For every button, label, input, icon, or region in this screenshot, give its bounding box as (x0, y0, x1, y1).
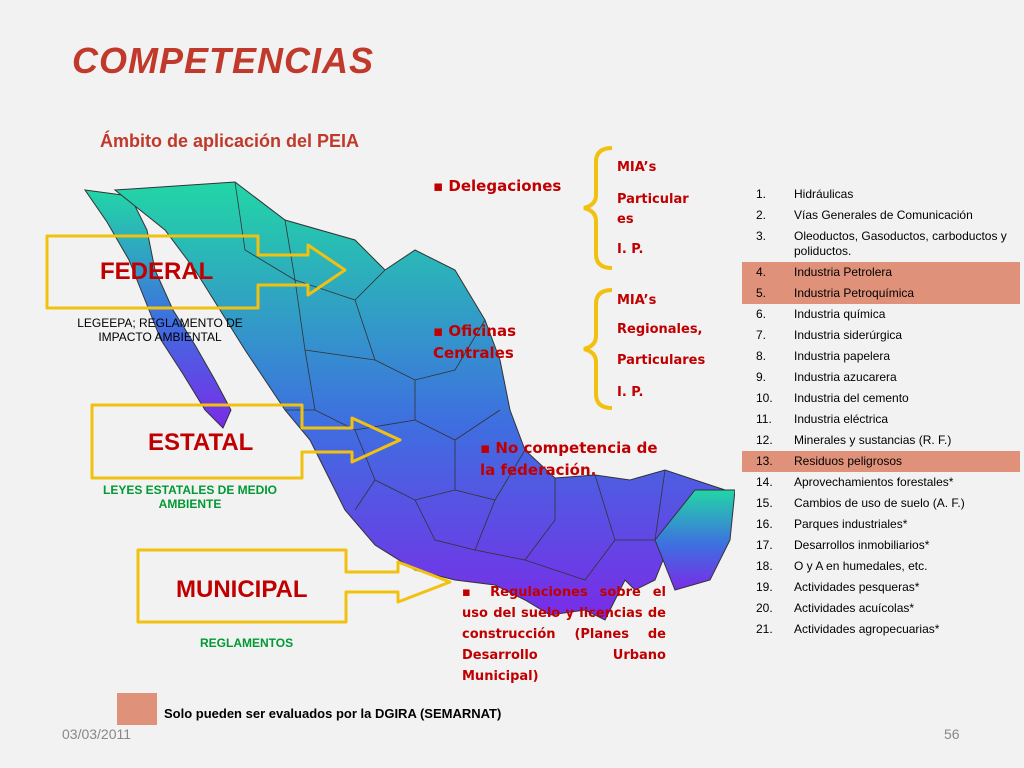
industry-item (742, 226, 1020, 262)
regulaciones-item: ▪ Regulaciones sobre el uso del suelo y licencias de construcción (Planes de Desarrollo Urbano Municipal) (462, 585, 667, 684)
industry-number: 16. (756, 517, 773, 531)
industry-label: Aprovechamientos forestales* (794, 475, 954, 489)
industry-label: Industria siderúrgica (794, 328, 903, 342)
industry-item (742, 346, 1020, 367)
delegaciones-item: ▪ Delegaciones (433, 177, 562, 195)
industry-number: 12. (756, 433, 773, 447)
industry-item (742, 388, 1020, 409)
industry-item (742, 325, 1020, 346)
industry-item (742, 577, 1020, 598)
oficinas-particulares: Particulares (617, 353, 706, 368)
industry-item (742, 598, 1020, 619)
industry-item (742, 262, 1020, 283)
municipal-law: REGLAMENTOS (200, 636, 294, 650)
regulaciones-text: Regulaciones sobre el uso del suelo y licencias de construcción (Planes de Desarrollo Urbano Municipal) (462, 585, 667, 684)
industry-number: 21. (756, 622, 773, 636)
delegaciones-mia: MIA’s (617, 160, 657, 175)
industry-item (742, 304, 1020, 325)
industry-number: 13. (756, 454, 773, 468)
industry-item (742, 493, 1020, 514)
industry-label: Industria azucarera (794, 370, 897, 384)
industry-number: 19. (756, 580, 773, 594)
industry-label: Industria eléctrica (794, 412, 889, 426)
industry-label: Industria Petrolera (794, 265, 893, 279)
industry-label: Industria Petroquímica (794, 286, 915, 300)
industry-number: 10. (756, 391, 773, 405)
municipal-label: MUNICIPAL (176, 576, 308, 603)
industry-number: 20. (756, 601, 773, 615)
industry-item (742, 430, 1020, 451)
industry-label: Residuos peligrosos (794, 454, 903, 468)
estatal-label: ESTATAL (148, 429, 254, 456)
industry-list (742, 184, 1020, 640)
legend-swatch (117, 693, 157, 725)
industry-item (742, 367, 1020, 388)
industry-number: 9. (756, 370, 767, 384)
industry-number: 11. (756, 412, 772, 426)
brace-oficinas (584, 290, 612, 408)
footer-page-number: 56 (944, 726, 960, 742)
industry-label: Industria del cemento (794, 391, 909, 405)
industry-number: 18. (756, 559, 773, 573)
industry-label: Vías Generales de Comunicación (794, 208, 973, 222)
industry-number: 8. (756, 349, 767, 363)
no-competencia-item: ▪ No competencia de la federación. (480, 439, 658, 479)
oficinas-regionales: Regionales, (617, 322, 703, 337)
industry-label: Cambios de uso de suelo (A. F.) (794, 496, 965, 510)
delegaciones-label: Delegaciones (448, 177, 562, 195)
industry-item (742, 472, 1020, 493)
industry-number: 14. (756, 475, 773, 489)
industry-item (742, 205, 1020, 226)
industry-label: Minerales y sustancias (R. F.) (794, 433, 952, 447)
industry-item (742, 535, 1020, 556)
industry-number: 6. (756, 307, 767, 321)
oficinas-mia: MIA’s (617, 293, 657, 308)
federal-label: FEDERAL (100, 258, 214, 285)
oficinas-ip: I. P. (617, 385, 644, 400)
slide-subtitle: Ámbito de aplicación del PEIA (100, 131, 360, 151)
brace-delegaciones (584, 148, 612, 268)
industry-number: 5. (756, 286, 767, 300)
industry-label: Parques industriales* (794, 517, 908, 531)
industry-number: 7. (756, 328, 767, 342)
industry-item (742, 184, 1020, 205)
industry-item (742, 556, 1020, 577)
industry-number: 17. (756, 538, 773, 552)
industry-number: 4. (756, 265, 767, 279)
footer-date: 03/03/2011 (62, 726, 132, 742)
industry-label: Industria química (794, 307, 886, 321)
industry-label: Actividades acuícolas* (794, 601, 915, 615)
industry-number: 3. (756, 229, 767, 243)
legend-text: Solo pueden ser evaluados por la DGIRA (SEMARNAT) (164, 706, 502, 721)
industry-label: Oleoductos, Gasoductos, carboductos y poliductos. (794, 229, 1007, 258)
industry-label: O y A en humedales, etc. (794, 559, 928, 573)
industry-item (742, 451, 1020, 472)
delegaciones-particulares: Particular es (617, 192, 689, 227)
industry-label: Desarrollos inmobiliarios* (794, 538, 930, 552)
industry-item (742, 514, 1020, 535)
industry-label: Hidráulicas (794, 187, 854, 201)
slide-title: COMPETENCIAS (72, 40, 375, 81)
industry-number: 1. (756, 187, 767, 201)
industry-number: 15. (756, 496, 773, 510)
oficinas-item: ▪ Oficinas Centrales (433, 322, 517, 362)
estatal-law: LEYES ESTATALES DE MEDIO AMBIENTE (102, 483, 278, 511)
no-competencia-text: No competencia de la federación. (480, 439, 658, 479)
industry-label: Industria papelera (794, 349, 891, 363)
federal-law: LEGEEPA; REGLAMENTO DE IMPACTO AMBIENTAL (77, 316, 243, 344)
industry-number: 2. (756, 208, 767, 222)
industry-item (742, 619, 1020, 640)
industry-item (742, 283, 1020, 304)
industry-label: Actividades agropecuarias* (794, 622, 940, 636)
delegaciones-ip: I. P. (617, 242, 644, 257)
industry-item (742, 409, 1020, 430)
industry-label: Actividades pesqueras* (794, 580, 920, 594)
oficinas-label: Oficinas Centrales (433, 322, 517, 362)
